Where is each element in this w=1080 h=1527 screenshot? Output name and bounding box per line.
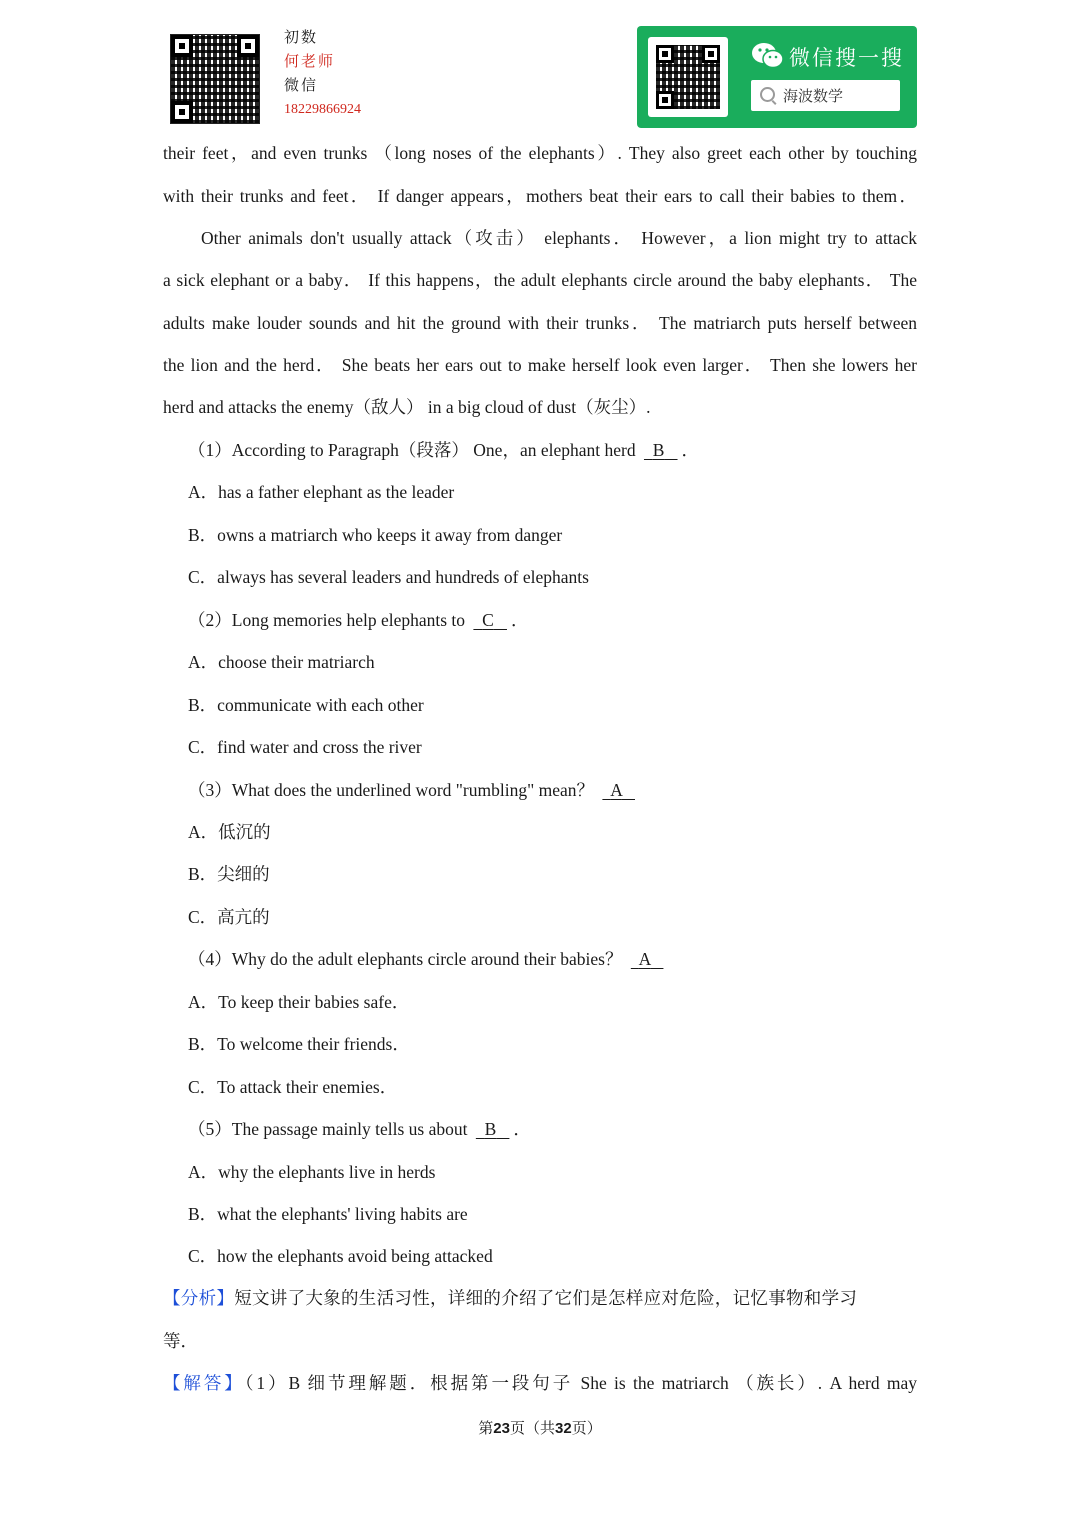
wechat-logo-icon [751,42,785,70]
option: A．choose their matriarch [188,652,375,672]
option: C．高亢的 [188,907,270,927]
option: A．why the elephants live in herds [188,1162,436,1182]
analysis-line-2: 等． [163,1331,198,1351]
solution-line [163,1368,917,1398]
answer-blank: A [638,949,651,969]
passage-line: herd and attacks the enemy（敌人） in a big cloud of dust（灰尘）. [163,397,651,417]
wechat-qr-frame [648,37,728,117]
option: B．what the elephants' living habits are [188,1204,468,1224]
passage-line: a sick elephant or a baby． If this happens，the adult elephants circle around the baby elephants． The [163,270,917,290]
question-4 [188,944,917,974]
passage-line: adults make louder sounds and hit the ground with their trunks． The matriarch puts herself between [163,313,917,333]
question-3 [188,775,917,805]
option: A．has a father elephant as the leader [188,482,455,502]
answer-blank: B [484,1119,497,1139]
wechat-title: 微信搜一搜 [789,46,904,70]
question-stem: （5）The passage mainly tells us about [188,1119,468,1139]
wechat-search-box[interactable] [751,80,900,111]
analysis-line [163,1283,917,1313]
contact-name: 何老师 [284,54,336,70]
option: B．To welcome their friends． [188,1034,410,1054]
question-stem: （3）What does the underlined word "rumbling" mean？ [188,780,595,800]
option: B．尖细的 [188,864,270,884]
total-pages: 32 [555,1420,572,1437]
contact-phone: 18229866924 [284,102,361,117]
question-1 [188,435,917,465]
question-stem: （2）Long memories help elephants to [188,610,466,630]
wechat-search-text: 海波数学 [783,87,844,105]
option: A．To keep their babies safe． [188,992,410,1012]
question-5 [188,1114,917,1144]
option: A．低沉的 [188,822,271,842]
question-2 [188,605,917,635]
question-end: ． [681,440,700,460]
option: C．how the elephants avoid being attacked [188,1246,493,1266]
option: B．communicate with each other [188,695,424,715]
qr-code [170,34,260,124]
answer-blank: C [482,610,494,630]
option: C．always has several leaders and hundreds of elephants [188,567,589,587]
question-stem: （4）Why do the adult elephants circle around their babies？ [188,949,623,969]
question-end: ． [513,1119,531,1139]
answer-blank: B [652,440,665,460]
analysis-text: 短文讲了大象的生活习性，详细的介绍了它们是怎样应对危险，记忆事物和学习 [234,1288,858,1308]
contact-info [284,26,361,122]
passage-line: Other animals don't usually attack（攻击） elephants． However，a lion might try to attack [201,228,917,248]
page-footer: 第23页（共32页） [478,1420,602,1437]
passage-line: the lion and the herd． She beats her ears out to make herself look even larger． Then she lowers her [163,355,917,375]
contact-line-3: 微信 [284,78,319,94]
contact-line-1: 初数 [284,30,319,46]
answer-blank: A [610,780,622,800]
wechat-search-banner[interactable] [637,26,917,128]
option: C．find water and cross the river [188,737,422,757]
option: B．owns a matriarch who keeps it away from danger [188,525,563,545]
analysis-tag: 【分析】 [163,1288,235,1308]
search-icon [760,87,775,102]
passage-line: their feet，and even trunks （long noses of the elephants）. They also greet each other by touching [163,143,917,163]
solution-tag: 【解答】 [163,1373,245,1393]
option: C．To attack their enemies． [188,1077,398,1097]
passage-line: with their trunks and feet． If danger appears，mothers beat their ears to call their babies to them． [163,186,917,206]
wechat-qr-code [656,45,720,109]
question-end: ． [510,610,529,630]
solution-text: （1）B 细节理解题．根据第一段句子 She is the matriarch （族长）. A herd may [244,1373,918,1393]
current-page: 23 [493,1420,510,1437]
question-stem: （1）According to Paragraph（段落） One，an elephant herd [188,440,636,460]
